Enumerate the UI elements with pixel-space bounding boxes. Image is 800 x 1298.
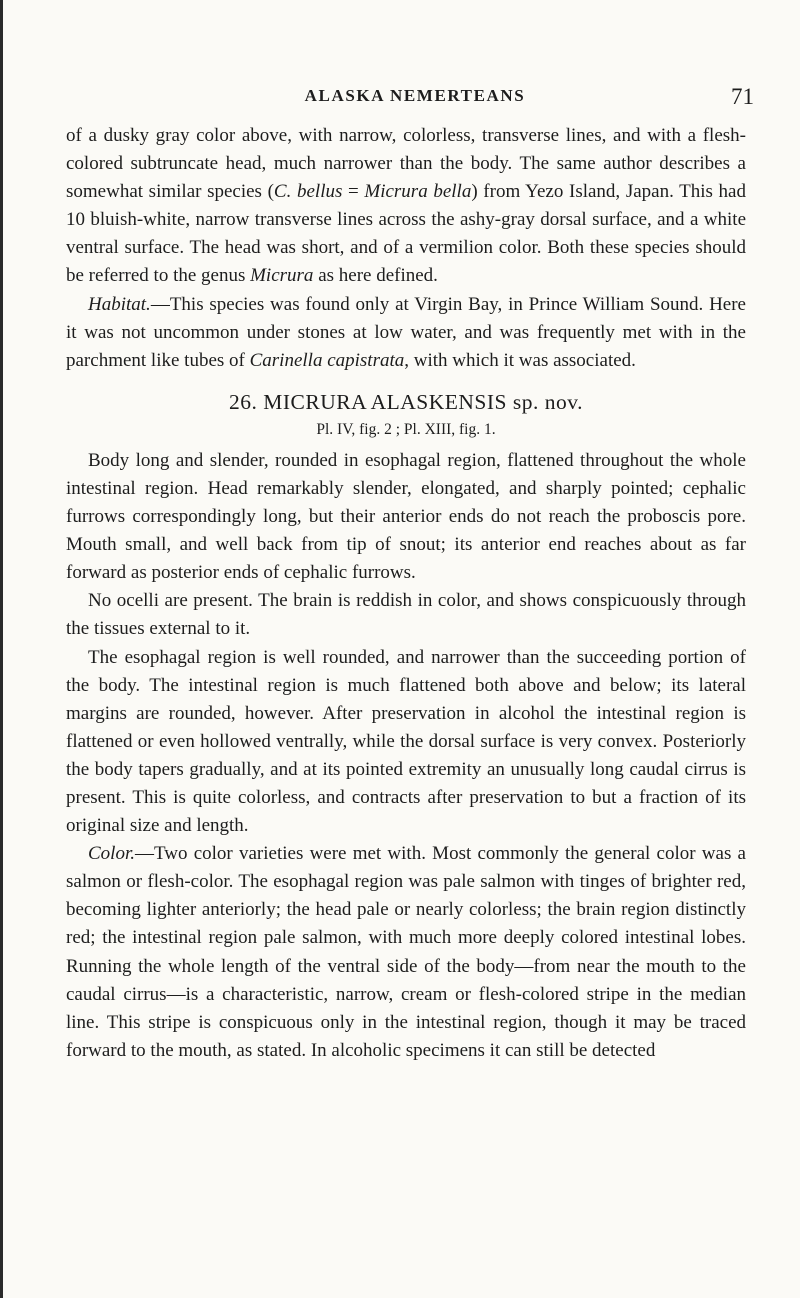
running-head [66,86,754,116]
text-run: —This species was found only at Virgin Bay, in Prince William Sound. Here it was not uncommon under stones at low water, and was frequently met with in the parchment like tubes of [66,293,746,371]
paragraph-body: Body long and slender, rounded in esophagal region, flattened throughout the whole intestinal region. Head remarkably slender, elongated, and sharply pointed; cephalic furrows correspondingly long, but their anterior ends do not reach the proboscis pore. Mouth small, and well back from tip of snout; its anterior end reaches about as far forward as posterior ends of cephalic furrows. [66,449,746,584]
species-name: Carinella capistrata [249,349,405,371]
page-number: 71 [731,84,754,109]
paragraph-ocelli: No ocelli are present. The brain is reddish in color, and shows conspicuously through the tissues external to it. [66,590,746,640]
page-body [66,122,746,1065]
running-title: ALASKA NEMERTEANS [304,86,526,105]
paragraph-color [66,840,746,1065]
species-name: Micrura bella [364,181,472,203]
section-label-habitat: Habitat. [88,293,151,315]
page-edge-rule [0,0,3,1298]
section-label-color: Color. [88,843,135,865]
text-run: ) from Yezo Island, Japan. This had 10 bluish-white, narrow transverse lines across the ashy-gray dorsal surface, and a white ventral surface. The head was short, and of a vermilion color. Both these species should be referred to the genus [66,181,746,287]
paragraph-esophagal: The esophagal region is well rounded, and narrower than the succeeding portion of the body. The intestinal region is much flattened both above and below; its lateral margins are rounded, however. After preservation in alcohol the intestinal region is flattened or even hollowed ventrally, while the dorsal surface is very convex. Posteriorly the body tapers gradually, and at its pointed extremity an unusually long caudal cirrus is present. This is quite colorless, and contracts after preservation to but a fraction of its original size and length. [66,646,746,837]
species-heading: 26. MICRURA ALASKENSIS sp. nov. [229,389,583,414]
text-run: as here defined. [313,265,438,287]
text-run: , with which it was associated. [404,349,636,371]
plate-reference: Pl. IV, fig. 2 ; Pl. XIII, fig. 1. [316,420,496,438]
genus-name: Micrura [250,265,314,287]
paragraph-continued [66,122,746,291]
text-run: of a dusky gray color above, with narrow, colorless, transverse lines, and with a flesh-colored subtruncate head, much narrower than the body. The same author describes a somewhat similar species ( [66,125,746,203]
species-name: C. bellus [273,181,343,203]
text-run: —Two color varieties were met with. Most commonly the general color was a salmon or flesh-color. The esophagal region was pale salmon with tinges of brighter red, becoming lighter anteriorly; the head pale or nearly colorless; the brain region distinctly red; the intestinal region pale salmon, with much more deeply colored intestinal lobes. Running the whole length of the ventral side of the body—from near the mouth to the caudal cirrus—is a characteristic, narrow, cream or flesh-colored stripe in the median line. This stripe is conspicuous only in the intestinal region, though it may be traced forward to the mouth, as stated. In alcoholic specimens it can still be detected [66,843,746,1061]
paragraph-habitat [66,291,746,375]
text-run: = [342,181,365,203]
